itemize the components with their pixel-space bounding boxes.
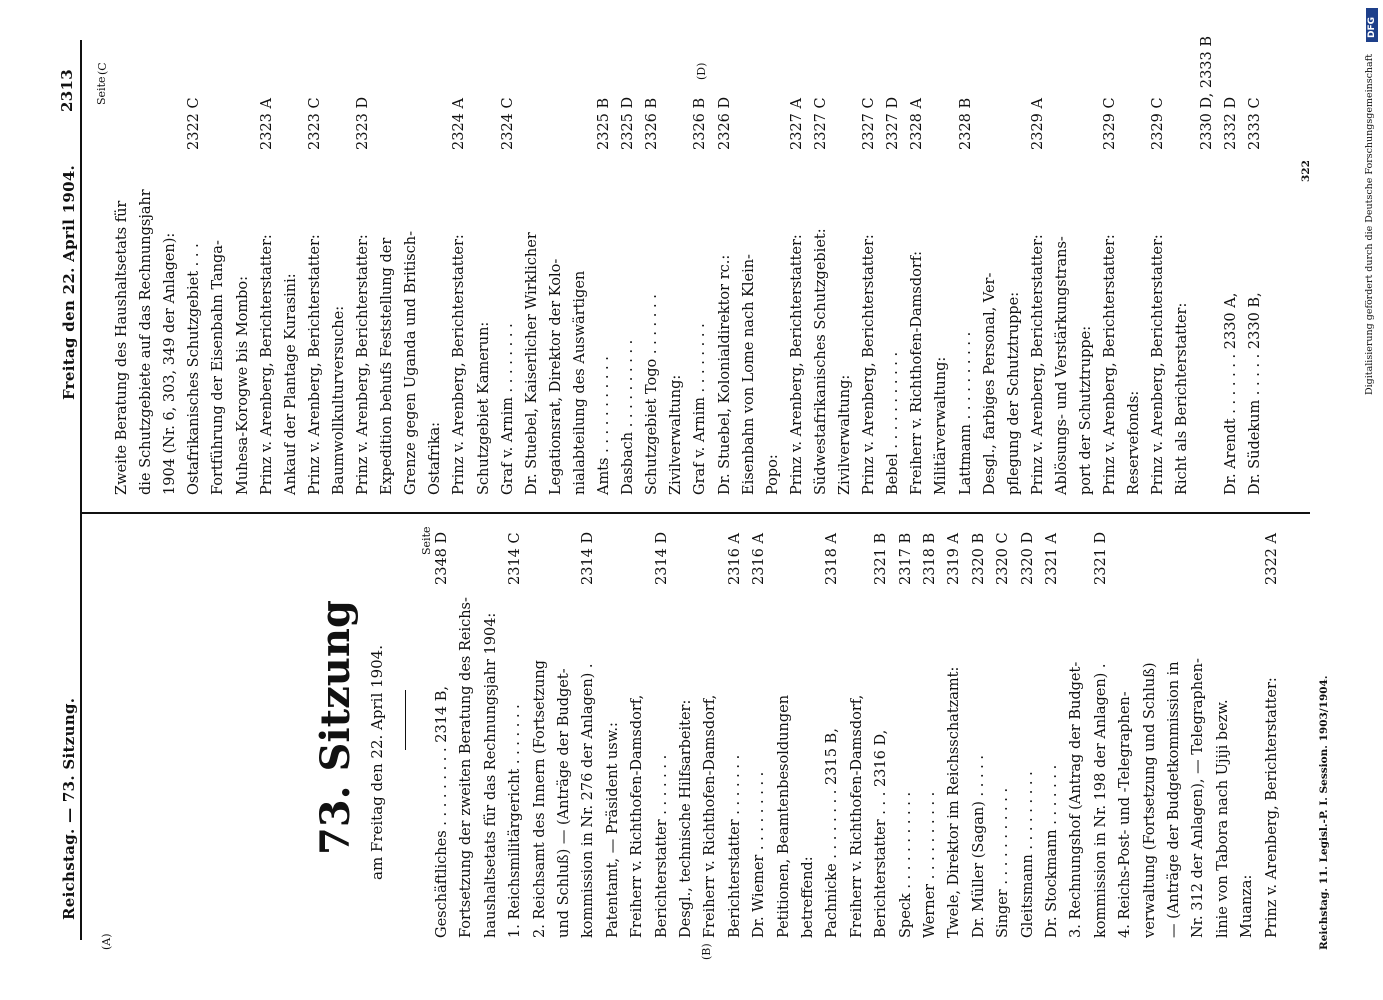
left-column-page-ref: 2321 D	[1092, 531, 1109, 585]
left-column-line: Desgl., technische Hilfsarbeiter:	[678, 699, 694, 938]
page-number: 2313	[58, 69, 76, 112]
right-column-page-ref: 2329 A	[1029, 98, 1046, 150]
left-column-line: linie von Tabora nach Ujiji bezw.	[1214, 699, 1231, 938]
right-column-line: Lattmann . . . . . . . . . .	[957, 331, 974, 495]
right-column-line: Ablösungs- und Verstärkungstrans-	[1053, 236, 1070, 495]
left-column-page-ref: 2348 D	[434, 531, 450, 585]
right-column-line: 1904 (Nr. 6, 303, 349 der Anlagen):	[162, 232, 179, 495]
margin-marker-c: (C	[96, 62, 109, 75]
title-rule	[405, 690, 406, 750]
left-column-line: Dr. Müller (Sagan) . . . . .	[970, 754, 987, 938]
right-column-line: Prinz v. Arenberg, Berichterstatter:	[1029, 234, 1046, 495]
right-column-line: Prinz v. Arenberg, Berichterstatter:	[355, 234, 371, 495]
right-column-page-ref: 2332 D	[1222, 96, 1239, 150]
right-column-page-ref: 2333 C	[1246, 97, 1263, 150]
right-column-page-ref: 2328 A	[909, 98, 926, 150]
right-column-line: Desgl., farbiges Personal, Ver-	[981, 272, 998, 495]
printer-signature: 322	[1300, 160, 1312, 182]
header-rule	[80, 40, 82, 940]
right-column-line: Reservefonds:	[1126, 390, 1143, 495]
right-column-line: Ostafrikanisches Schutzgebiet . . .	[186, 243, 203, 495]
column-divider	[80, 512, 1310, 514]
left-column-page-ref: 2320 C	[995, 532, 1012, 585]
right-column-line: Ostafrika:	[427, 421, 444, 495]
right-column-page-ref: 2327 C	[861, 97, 878, 150]
right-column-page-ref: 2328 B	[957, 97, 974, 150]
right-column-line: Amts . . . . . . . . . . .	[596, 356, 612, 495]
left-column-line: 3. Rechnungshof (Antrag der Budget-	[1068, 661, 1085, 938]
right-column-line: Prinz v. Arenberg, Berichterstatter:	[306, 234, 323, 495]
left-column-line: 4. Reichs-Post- und -Telegraphen-	[1117, 691, 1134, 938]
left-column-line: kommission in Nr. 276 der Anlagen) .	[580, 663, 597, 938]
left-column-line: Fortsetzung der zweiten Beratung des Reichs-	[458, 597, 475, 938]
left-column-page-ref: 2314 D	[653, 531, 670, 585]
digitization-credit: Digitalisierung gefördert durch die Deutsche Forschungsgemeinschaft	[1364, 53, 1375, 395]
left-column-page-ref: 2322 A	[1263, 533, 1280, 585]
right-column-line: Prinz v. Arenberg, Berichterstatter:	[788, 234, 805, 495]
right-column-line: Zivilverwaltung:	[668, 374, 685, 495]
running-header-left: Reichstag. — 73. Sitzung.	[60, 697, 78, 920]
margin-marker-d: (D)	[695, 62, 708, 80]
right-column-page-ref: 2326 B	[692, 97, 709, 150]
left-column-page-ref: 2321 A	[1044, 533, 1060, 585]
dfg-logo: DFG	[1366, 8, 1378, 42]
right-column-line: die Schutzgebiete auf das Rechnungsjahr	[138, 189, 155, 495]
right-column-line: Prinz v. Arenberg, Berichterstatter:	[1150, 234, 1167, 495]
left-column-line: Pachnicke . . . . . . . . 2315 B,	[824, 728, 841, 938]
page-footer: Reichstag. 11. Legisl.-P. I. Session. 1903/1904.	[1318, 675, 1330, 950]
left-column-line: Prinz v. Arenberg, Berichterstatter:	[1263, 677, 1280, 938]
left-column-page-ref: 2318 A	[824, 533, 841, 585]
left-column-line: Dr. Wiemer . . . . . . . . .	[751, 771, 768, 938]
left-column-page-ref: 2317 B	[897, 532, 914, 585]
left-seite-label: Seite	[420, 526, 433, 555]
left-column-line: Nr. 312 der Anlagen), — Telegraphen-	[1190, 658, 1207, 938]
session-date: am Freitag den 22. April 1904.	[368, 645, 386, 880]
right-column-page-ref: 2323 D	[355, 96, 371, 150]
right-column-page-ref: 2324 A	[451, 98, 468, 150]
left-column-page-ref: 2314 D	[580, 531, 597, 585]
left-column-line: Patentamt, — Präsident usw.:	[604, 722, 621, 938]
left-column-line: Dr. Stockmann . . . . . . .	[1044, 764, 1060, 938]
left-column-line: Singer . . . . . . . . . . .	[995, 787, 1012, 938]
right-column-line: Expedition behufs Feststellung der	[379, 237, 396, 495]
right-column-page-ref: 2323 A	[258, 98, 275, 150]
right-column-line: Schutzgebiet Togo . . . . . . .	[644, 294, 661, 495]
right-column-page-ref: 2329 C	[1150, 97, 1167, 150]
right-column-line: Legationsrat, Direktor der Kolo-	[547, 258, 564, 495]
right-column-page-ref: 2322 C	[186, 97, 203, 150]
right-column-line: Richt als Berichterstatter:	[1174, 302, 1191, 495]
right-column-page-ref: 2330 D, 2333 B	[1198, 35, 1215, 150]
right-column-line: nialabteilung des Auswärtigen	[571, 270, 588, 495]
left-column-page-ref: 2321 B	[873, 532, 890, 585]
right-column-page-ref: 2327 A	[788, 98, 805, 150]
right-column-line: Fortführung der Eisenbahn Tanga-	[210, 240, 227, 495]
left-column-line: Speck . . . . . . . . . . .	[897, 791, 914, 938]
left-column-line: — (Anträge der Budgetkommission in	[1166, 661, 1182, 938]
right-column-page-ref: 2326 B	[644, 97, 661, 150]
right-seite-label: Seite	[95, 76, 108, 105]
right-column-line: port der Schutztruppe:	[1078, 325, 1094, 495]
left-column-line: Gleitsmann . . . . . . . . .	[1019, 771, 1036, 938]
left-column-line: Werner . . . . . . . . . .	[922, 791, 938, 938]
right-column-line: Südwestafrikanisches Schutzgebiet:	[812, 228, 829, 495]
right-column-line: Ankauf der Plantage Kurasini:	[282, 273, 299, 495]
left-column-line: Geschäftliches . . . . . . . . . 2314 B,	[434, 685, 450, 938]
right-column-line: Dr. Stuebel, Kaiserlicher Wirklicher	[523, 232, 540, 495]
left-column-line: und Schluß) — (Anträge der Budget-	[556, 668, 572, 938]
right-column-line: Prinz v. Arenberg, Berichterstatter:	[861, 234, 878, 495]
right-column-line: Muhesa-Korogwe bis Mombo:	[234, 275, 251, 495]
running-header-center: Freitag den 22. April 1904.	[60, 164, 78, 400]
right-column-page-ref: 2326 D	[716, 96, 733, 150]
right-column-line: Grenze gegen Uganda und Britisch-	[403, 230, 420, 495]
right-column-line: Bebel . . . . . . . . . . .	[885, 351, 902, 495]
right-column-line: Prinz v. Arenberg, Berichterstatter:	[451, 234, 468, 495]
left-column-line: 2. Reichsamt des Innern (Fortsetzung	[531, 660, 548, 938]
left-column-page-ref: 2314 C	[507, 532, 524, 585]
left-column-line: betreffend:	[800, 856, 816, 938]
left-column-line: Berichterstatter . . . . . . .	[726, 754, 743, 938]
right-column-line: Dr. Südekum . . . . . 2330 B,	[1246, 292, 1263, 495]
right-column-line: Zweite Beratung des Haushaltsetats für	[114, 200, 130, 495]
left-column-line: verwaltung (Fortsetzung und Schluß)	[1141, 662, 1158, 938]
right-column-page-ref: 2325 D	[620, 96, 637, 150]
right-column-line: Graf v. Arnim . . . . . . . .	[692, 323, 709, 495]
right-column-line: Popo:	[764, 454, 781, 495]
left-column-line: Berichterstatter . . . 2316 D,	[873, 729, 890, 938]
right-column-page-ref: 2325 B	[596, 97, 612, 150]
right-column-page-ref: 2327 C	[812, 97, 829, 150]
left-column-page-ref: 2318 B	[922, 532, 938, 585]
left-column-page-ref: 2319 A	[946, 533, 963, 585]
right-column-line: Dr. Arendt . . . . . . . 2330 A,	[1222, 292, 1239, 495]
right-column-page-ref: 2323 C	[306, 97, 323, 150]
margin-marker-b: (B)	[700, 943, 713, 960]
left-column-line: Freiherr v. Richthofen-Damsdorf,	[629, 694, 646, 938]
right-column-line: Prinz v. Arenberg, Berichterstatter:	[1102, 234, 1119, 495]
left-column-line: Freiherr v. Richthofen-Damsdorf,	[702, 694, 719, 938]
right-column-line: Eisenbahn von Lome nach Klein-	[740, 254, 757, 495]
left-column-page-ref: 2320 D	[1019, 531, 1036, 585]
left-column-page-ref: 2320 B	[970, 532, 987, 585]
left-column-line: Muanza:	[1239, 874, 1256, 938]
right-column-line: Baumwollkulturversuche:	[330, 305, 347, 495]
right-column-page-ref: 2324 C	[499, 97, 516, 150]
left-column-line: Twele, Direktor im Reichsschatzamt:	[946, 666, 963, 938]
left-column-line: Berichterstatter . . . . . . .	[653, 754, 670, 938]
right-column-line: Dasbach . . . . . . . . . .	[620, 339, 637, 495]
right-column-line: Dr. Stuebel, Kolonialdirektor rc.:	[716, 254, 733, 495]
left-column-line: haushaltsetats für das Rechnungsjahr 1904:	[482, 612, 499, 938]
right-column-line: Schutzgebiet Kamerun:	[475, 321, 492, 495]
left-column-page-ref: 2316 A	[751, 533, 768, 585]
session-title: 73. Sitzung	[312, 600, 359, 855]
right-column-line: Militärverwaltung:	[933, 356, 950, 495]
right-column-line: Graf v. Arnim . . . . . . . .	[499, 323, 516, 495]
left-column-line: kommission in Nr. 198 der Anlagen) .	[1092, 663, 1109, 938]
right-column-line: Zivilverwaltung:	[837, 374, 853, 495]
right-column-page-ref: 2327 D	[885, 96, 902, 150]
right-column-line: Freiherr v. Richthofen-Damsdorf:	[909, 250, 926, 495]
right-column-line: pflegung der Schutztruppe:	[1005, 291, 1022, 495]
left-column-page-ref: 2316 A	[726, 533, 743, 585]
left-column-line: 1. Reichsmilitärgericht . . . . . . .	[507, 704, 524, 938]
right-column-line: Prinz v. Arenberg, Berichterstatter:	[258, 234, 275, 495]
left-column-line: Freiherr v. Richthofen-Damsdorf,	[848, 694, 865, 938]
left-column-line: Petitionen, Beamtenbesoldungen	[775, 694, 792, 938]
margin-marker-a: (A)	[100, 933, 113, 950]
right-column-page-ref: 2329 C	[1102, 97, 1119, 150]
